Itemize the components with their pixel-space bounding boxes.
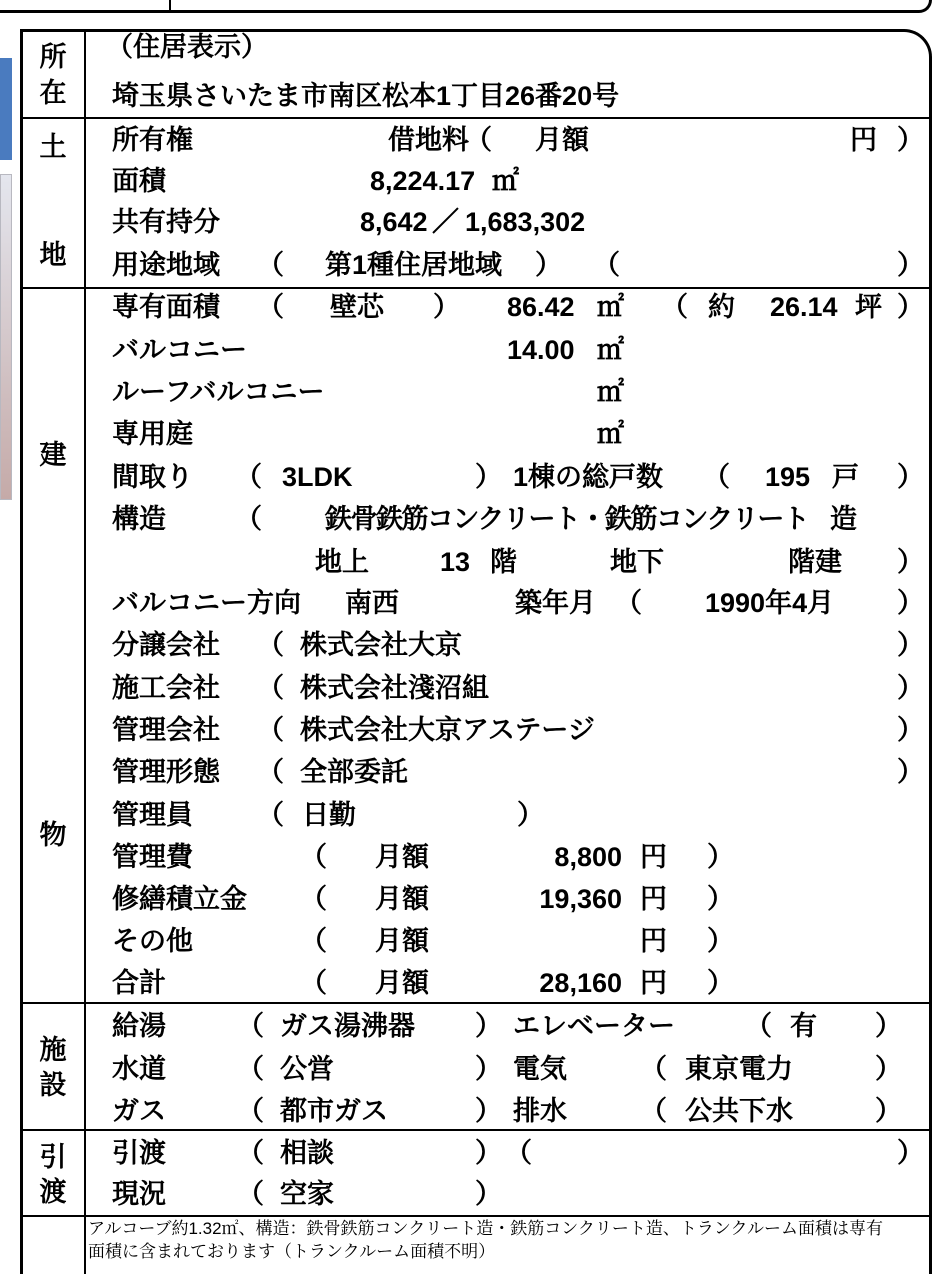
open-paren: （ [237, 1011, 264, 1041]
open-paren: （ [237, 1096, 264, 1126]
close-paren: ） [707, 926, 734, 956]
developer-label: 分譲会社 [112, 630, 220, 660]
section-label-handover-1: 引 [39, 1142, 67, 1172]
above-ground-label: 地上 [315, 547, 369, 577]
facility-value-2: 東京電力 [685, 1054, 793, 1084]
direction-built-row [0, 583, 942, 623]
row-divider [22, 117, 929, 119]
fee-period: 月額 [375, 884, 429, 914]
open-paren: （ [505, 1138, 532, 1168]
open-paren: （ [257, 673, 284, 703]
tsubo-value: 26.14 [770, 292, 838, 322]
balcony-direction-value: 南西 [345, 588, 399, 618]
private-garden-label: 専用庭 [112, 419, 193, 449]
exclusive-area-value: 86.42 [507, 292, 575, 322]
manager-value: 日勤 [302, 800, 356, 830]
balcony-unit: ㎡ [597, 335, 624, 365]
layout-row [0, 457, 942, 497]
lease-fee-unit: 円 [850, 125, 877, 155]
previous-table-border [0, 0, 932, 13]
close-paren: ） [875, 1054, 902, 1084]
close-paren: ） [707, 968, 734, 998]
close-paren: ） [897, 715, 924, 745]
land-share-label: 共有持分 [112, 207, 220, 237]
land-area-row [0, 161, 942, 201]
open-paren: （ [640, 1096, 667, 1126]
facility-label: 水道 [112, 1054, 166, 1084]
close-paren: ） [897, 1138, 924, 1168]
structure-row [0, 499, 942, 539]
section-label-facilities-2: 設 [39, 1070, 67, 1100]
private-garden-row [0, 414, 942, 454]
fee-row-other [0, 921, 942, 961]
section-label-location-2: 在 [39, 78, 67, 108]
manager-label: 管理員 [112, 800, 193, 830]
section-label-facilities-1: 施 [39, 1035, 67, 1065]
section-label-land-2: 地 [39, 240, 67, 270]
contractor-label: 施工会社 [112, 673, 220, 703]
close-paren: ） [707, 842, 734, 872]
open-paren: （ [703, 462, 730, 492]
current-status-row [0, 1174, 942, 1214]
land-rights-label: 所有権 [112, 125, 193, 155]
close-paren: ） [433, 292, 460, 322]
open-paren: （ [257, 292, 284, 322]
contractor-value: 株式会社淺沼組 [300, 673, 489, 703]
fee-row-repair-reserve [0, 879, 942, 919]
facility-value: 都市ガス [280, 1096, 388, 1126]
facility-label-2: 電気 [513, 1054, 567, 1084]
roof-balcony-row [0, 372, 942, 412]
open-paren: （ [300, 884, 327, 914]
tsubo-unit: 坪 [855, 292, 882, 322]
open-paren: （ [257, 800, 284, 830]
built-date-label: 築年月 [515, 588, 596, 618]
developer-row [0, 625, 942, 665]
fee-period: 月額 [375, 926, 429, 956]
facility-label-2: 排水 [513, 1096, 567, 1126]
land-share-denominator: 1,683,302 [465, 207, 586, 237]
open-paren: （ [465, 125, 492, 155]
close-paren: ） [897, 125, 924, 155]
close-paren: ） [475, 1138, 502, 1168]
current-status-label: 現況 [112, 1179, 166, 1209]
total-units-label: 1棟の総戸数 [513, 462, 664, 492]
roof-balcony-label: ルーフバルコニー [112, 377, 325, 407]
open-paren: （ [257, 715, 284, 745]
fee-label: その他 [112, 926, 193, 956]
layout-label: 間取り [112, 462, 193, 492]
manager-row [0, 795, 942, 835]
address-value: 埼玉県さいたま市南区松本1丁目26番20号 [112, 81, 620, 111]
close-paren: ） [475, 1011, 502, 1041]
close-paren: ） [897, 292, 924, 322]
facility-label: 給湯 [112, 1011, 166, 1041]
contractor-row [0, 668, 942, 708]
balcony-row [0, 330, 942, 370]
handover-row [0, 1133, 942, 1173]
open-paren: （ [300, 926, 327, 956]
previous-table-divider [169, 0, 171, 11]
below-ground-label: 地下 [610, 547, 664, 577]
close-paren: ） [535, 250, 562, 280]
fee-unit: 円 [640, 884, 667, 914]
above-ground-floors: 13 [440, 547, 471, 577]
close-paren: ） [897, 757, 924, 787]
lease-fee-label: 借地料 [388, 125, 469, 155]
facility-value: 公営 [280, 1054, 334, 1084]
close-paren: ） [897, 630, 924, 660]
close-paren: ） [897, 462, 924, 492]
facility-row [0, 1049, 942, 1089]
zoning-label: 用途地域 [112, 250, 220, 280]
close-paren: ） [897, 250, 924, 280]
fee-period: 月額 [375, 968, 429, 998]
land-area-unit: ㎡ [492, 166, 519, 196]
exclusive-area-label: 専有面積 [112, 292, 220, 322]
land-share-numerator: 8,642 [360, 207, 428, 237]
balcony-value: 14.00 [507, 335, 575, 365]
fee-unit: 円 [640, 968, 667, 998]
fee-value: 8,800 [554, 842, 622, 872]
balcony-label: バルコニー [112, 335, 247, 365]
section-label-handover-2: 渡 [39, 1177, 67, 1207]
exclusive-area-unit: ㎡ [597, 292, 624, 322]
zoning-row [0, 245, 942, 285]
facility-value: ガス湯沸器 [280, 1011, 415, 1041]
management-company-label: 管理会社 [112, 715, 220, 745]
close-paren: ） [897, 588, 924, 618]
close-paren: ） [897, 673, 924, 703]
approx-label: 約 [708, 292, 735, 322]
fee-value: 19,360 [539, 884, 622, 914]
structure-value: 鉄骨鉄筋コンクリート・鉄筋コンクリート [325, 504, 809, 534]
fee-unit: 円 [640, 842, 667, 872]
land-share-row [0, 202, 942, 242]
open-paren: （ [237, 1138, 264, 1168]
close-paren: ） [897, 547, 924, 577]
close-paren: ） [475, 462, 502, 492]
land-area-label: 面積 [112, 166, 166, 196]
management-company-value: 株式会社大京アステージ [300, 715, 595, 745]
open-paren: （ [640, 1054, 667, 1084]
open-paren: （ [257, 757, 284, 787]
handover-label: 引渡 [112, 1138, 166, 1168]
fee-row-total [0, 963, 942, 1003]
open-paren: （ [300, 842, 327, 872]
exclusive-area-row [0, 287, 942, 327]
open-paren: （ [615, 588, 642, 618]
facility-label: ガス [112, 1096, 166, 1126]
facility-label-2: エレベーター [513, 1011, 675, 1041]
section-label-location-1: 所 [39, 42, 67, 72]
close-paren: ） [475, 1096, 502, 1126]
management-type-row [0, 752, 942, 792]
floor-unit: 階 [490, 547, 517, 577]
remarks-line: 面積に含まれております（トランクルーム面積不明） [88, 1242, 496, 1261]
built-date-value: 1990年4月 [705, 588, 835, 618]
structure-label: 構造 [112, 504, 166, 534]
close-paren: ） [475, 1179, 502, 1209]
close-paren: ） [517, 800, 544, 830]
close-paren: ） [475, 1054, 502, 1084]
fee-label: 管理費 [112, 842, 193, 872]
facility-row [0, 1006, 942, 1046]
open-paren: （ [257, 630, 284, 660]
current-status-value: 空家 [280, 1179, 334, 1209]
open-paren: （ [237, 1179, 264, 1209]
storey-suffix: 階建 [788, 547, 842, 577]
open-paren: （ [257, 250, 284, 280]
section-label-building-2: 物 [39, 820, 67, 850]
fee-value: 28,160 [539, 968, 622, 998]
total-units-unit: 戸 [832, 462, 859, 492]
open-paren: （ [300, 968, 327, 998]
fee-label: 合計 [112, 968, 166, 998]
management-type-label: 管理形態 [112, 757, 220, 787]
section-label-building-1: 建 [39, 440, 67, 470]
roof-balcony-unit: ㎡ [597, 377, 624, 407]
open-paren: （ [235, 462, 262, 492]
zoning-value: 第1種住居地域 [325, 250, 503, 280]
fee-period: 月額 [375, 842, 429, 872]
remarks-line: アルコーブ約1.32㎡、構造：鉄骨鉄筋コンクリート造・鉄筋コンクリート造、トランクルーム面積は専有 [88, 1219, 884, 1238]
address-note: （住居表示） [106, 32, 268, 62]
developer-value: 株式会社大京 [300, 630, 462, 660]
total-units-value: 195 [765, 462, 811, 492]
fee-unit: 円 [640, 926, 667, 956]
balcony-direction-label: バルコニー方向 [112, 588, 301, 618]
fee-label: 修繕積立金 [112, 884, 247, 914]
management-type-value: 全部委託 [300, 757, 408, 787]
facility-row [0, 1091, 942, 1131]
address-row [0, 76, 942, 116]
land-area-value: 8,224.17 [370, 166, 476, 196]
layout-value: 3LDK [282, 462, 353, 492]
land-rights-row [0, 120, 942, 160]
open-paren: （ [593, 250, 620, 280]
structure-suffix: 造 [830, 504, 857, 534]
management-company-row [0, 710, 942, 750]
close-paren: ） [875, 1011, 902, 1041]
open-paren: （ [237, 1054, 264, 1084]
facility-value-2: 公共下水 [685, 1096, 793, 1126]
open-paren: （ [745, 1011, 772, 1041]
floors-row [0, 542, 942, 582]
section-label-land-1: 土 [39, 132, 67, 162]
land-share-slash: ／ [432, 207, 459, 237]
facility-value-2: 有 [790, 1011, 817, 1041]
handover-value: 相談 [280, 1138, 334, 1168]
lease-period-label: 月額 [535, 125, 589, 155]
address-note-row [0, 27, 942, 67]
private-garden-unit: ㎡ [597, 419, 624, 449]
area-basis: 壁芯 [330, 292, 384, 322]
open-paren: （ [661, 292, 688, 322]
open-paren: （ [235, 504, 262, 534]
fee-row-management [0, 837, 942, 877]
close-paren: ） [875, 1096, 902, 1126]
close-paren: ） [707, 884, 734, 914]
